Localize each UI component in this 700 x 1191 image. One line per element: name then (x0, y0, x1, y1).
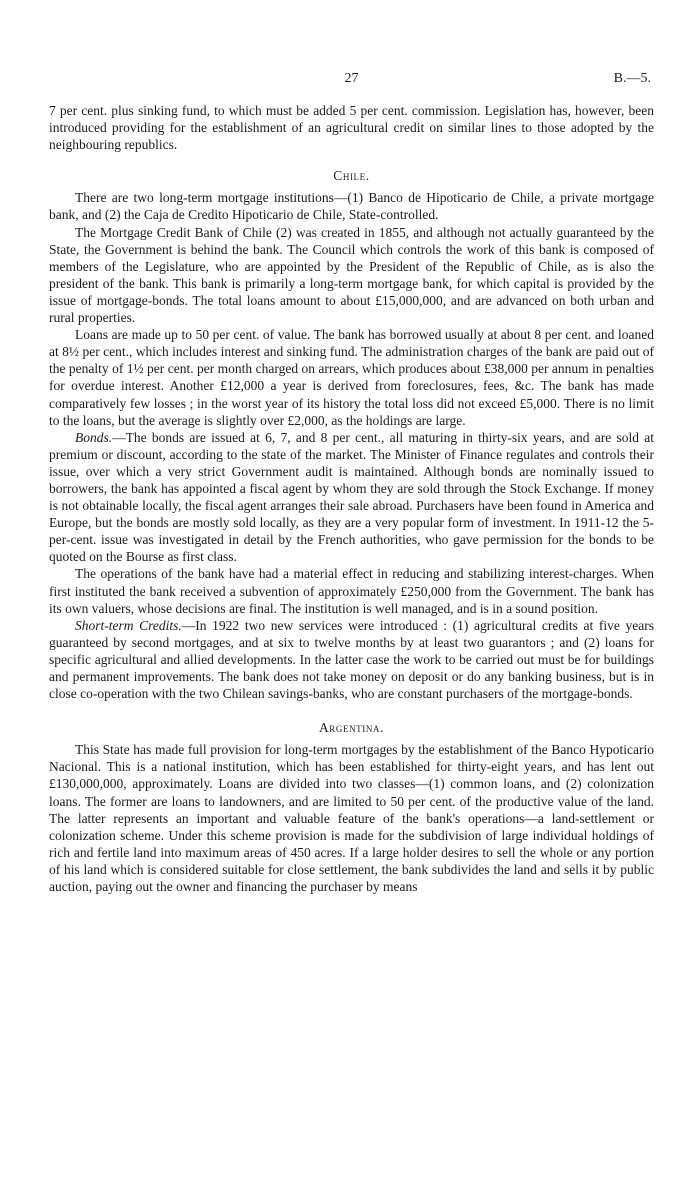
chile-paragraph-5: The operations of the bank have had a material effect in reducing and stabilizing interest-charges. When first instituted the bank received a subvention of approximately £250,000 from the Government. The bank has its own valuers, whose decisions are final. The institution is well managed, and is in a sound position. (49, 566, 654, 616)
chile-paragraph-short-term (49, 617, 654, 702)
section-heading-chile: Chile. (333, 168, 370, 184)
chile-paragraph-1: There are two long-term mortgage institutions—(1) Banco de Hipoticario de Chile, a private mortgage bank, and (2) the Caja de Credito Hipoticario de Chile, State-controlled. (49, 190, 654, 223)
argentina-paragraph-1: This State has made full provision for long-term mortgages by the establishment of the Banco Hypoticario Nacional. This is a national institution, which has been established for thirty-eight years, and has lent out £130,000,000, approximately. Loans are divided into two classes—(1) common loans, and (2) colonization loans. The former are loans to landowners, and are limited to 50 per cent. of the productive value of the land. The latter represents an important and valuable feature of the bank's operations—a land-settlement or colonization scheme. Under this scheme provision is made for the subdivision of large individual holdings of rich and fertile land into maximum areas of 450 acres. If a large holder desires to sell the whole or any portion of his land which is considered suitable for close settlement, the bank subdivides the land and sells it by public auction, paying out the owner and financing the purchaser by means (49, 742, 654, 895)
chile-paragraph-3: Loans are made up to 50 per cent. of value. The bank has borrowed usually at about 8 per cent. and loaned at 8½ per cent., which includes interest and sinking fund. The administration charges of the bank are paid out of the penalty of 1½ per cent. per month charged on arrears, which produces about £38,000 per annum in penalties for overdue interest. Another £12,000 a year is derived from foreclosures, fees, &c. The bank has made comparatively few losses ; in the worst year of its history the total loss did not exceed £5,000. There is no limit to the loans, but the average is slightly over £2,000, as the holdings are large. (49, 327, 654, 428)
short-term-run-in-heading: Short-term Credits. (75, 617, 182, 633)
chile-paragraph-bonds (49, 429, 654, 566)
page-number: 27 (344, 71, 359, 86)
document-reference: B.—5. (613, 71, 651, 86)
page-header (49, 70, 654, 88)
bonds-text: —The bonds are issued at 6, 7, and 8 per cent., all maturing in thirty-six years, and are sold at premium or discount, according to the state of the market. The Minister of Finance regulates and controls their issue, over which a very strict Government audit is maintained. Although bonds are nominally issued to borrowers, the bank has appointed a fiscal agent by whom they are sold through the Stock Exchange. If money is not obtainable locally, the fiscal agent arranges their sale abroad. Purchasers have been found in America and Europe, but the bonds are mostly sold locally, as they are a very popular form of investment. In 1911-12 the 5-per-cent. issue was investigated in detail by the French authorities, who gave permission for the bonds to be quoted on the Bourse as first class. (49, 429, 654, 565)
short-term-text: —In 1922 two new services were introduced : (1) agricultural credits at five years guaranteed by second mortgages, and at six to twelve months by at least two guarantors ; and (2) loans for specific agricultural and allied developments. In the latter case the work to be carried out must be for buildings and permanent improvements. The bank does not take money on deposit or do any banking business, but is in close co-operation with the two Chilean savings-banks, who are constant purchasers of the mortgage-bonds. (49, 617, 655, 702)
section-heading-argentina: Argentina. (318, 720, 385, 736)
chile-paragraph-2: The Mortgage Credit Bank of Chile (2) was created in 1855, and although not actually guaranteed by the State, the Government is behind the bank. The Council which controls the work of this bank is composed of members of the Legislature, who are appointed by the President of the Republic of Chile, as is also the president of the bank. This bank is primarily a long-term mortgage bank, for which capital is provided by the issue of mortgage-bonds. The total loans amount to about £15,000,000, and are advanced on both urban and rural properties. (49, 224, 654, 326)
bonds-run-in-heading: Bonds. (75, 429, 113, 445)
intro-paragraph: 7 per cent. plus sinking fund, to which must be added 5 per cent. commission. Legislation has, however, been introduced providing for the establishment of an agricultural credit on similar lines to those adopted by the neighbouring republics. (49, 103, 654, 153)
